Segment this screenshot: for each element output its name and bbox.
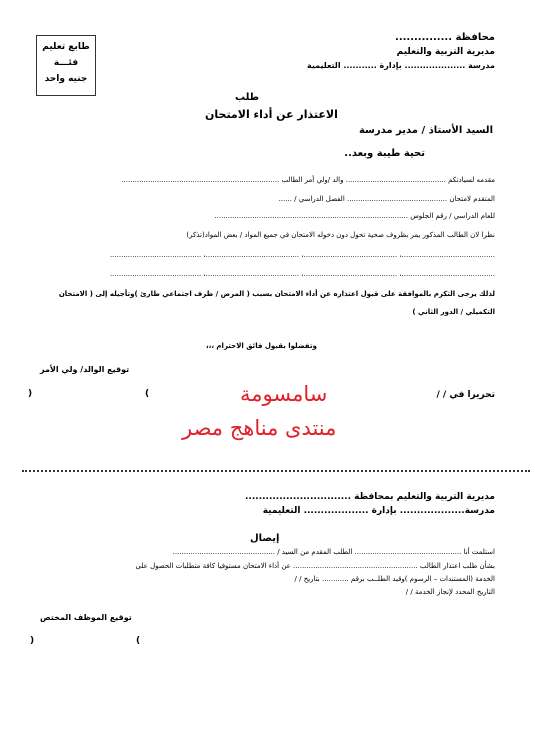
closing-line: وتفضلوا بقبول فائق الاحترام ،،، bbox=[206, 342, 317, 350]
date-line: تحريرا في / / bbox=[436, 390, 495, 400]
receipt-school-admin: مدرسة................... بإدارة ................... التعليمية bbox=[262, 506, 495, 516]
guardian-paren-open: ( bbox=[28, 389, 33, 399]
stamp-line-1: طابع تعليم bbox=[42, 42, 90, 52]
guardian-paren-close: ) bbox=[145, 389, 150, 399]
receipt-line-2: بشأن طلب اعتذار الطالب ........................................................ عن أداء الامتحان مستوفيا كافة متطلبات الحصول على bbox=[135, 562, 495, 570]
stamp-box bbox=[36, 35, 96, 96]
subjects-row-1: ..........................................، ..........................................، ..........................................، ......................................... bbox=[109, 251, 495, 259]
reason-line: نظرا لان الطالب المذكور يمر بظروف صحية تحول دون دخوله الامتحان في جميع المواد / بعض المواد(تذكر) bbox=[186, 231, 495, 239]
staff-paren-close: ) bbox=[136, 636, 141, 646]
watermark-line-2: منتدى مناهج مصر bbox=[182, 416, 337, 440]
stamp-line-3: جنيه واحد bbox=[44, 74, 88, 84]
addressee: السيد الأستاذ / مدير مدرسة bbox=[358, 125, 493, 136]
request-line-2: التكميلي / الدور الثاني ) bbox=[412, 308, 495, 316]
receipt-line-1: استلمت أنا ................................................ الطلب المقدم من السيد / .............................................. bbox=[172, 548, 495, 556]
staff-paren-open: ( bbox=[30, 636, 35, 646]
stamp-line-2: فئـــة bbox=[53, 58, 79, 68]
receipt-line-3: الخدمة (المستندات – الرسوم )وقيد الطلــب برقم ............ بتاريخ / / bbox=[294, 575, 495, 583]
exam-line: المتقدم لامتحان ............................................. الفصل الدراسي / ...... bbox=[278, 195, 495, 203]
header-governorate: محافظة ............... bbox=[395, 32, 495, 43]
title-line-1: طلب bbox=[235, 92, 260, 103]
subjects-row-2: ..........................................، ..........................................، ..........................................، ......................................... bbox=[109, 270, 495, 278]
guardian-signature-label: توقيع الوالد/ ولي الأمر bbox=[40, 365, 130, 374]
receipt-directorate: مديرية التربية والتعليم بمحافظة ............................... bbox=[245, 492, 495, 502]
applicant-line: مقدمه لسيادتكم ............................................. والد /ولي أمر الطالب ....................................................................... bbox=[121, 176, 495, 184]
receipt-title: إيصال bbox=[250, 533, 280, 544]
header-directorate: مديرية التربية والتعليم bbox=[396, 47, 495, 57]
header-school-admin: مدرسة .................... بإدارة ........... التعليمية bbox=[307, 61, 495, 70]
staff-signature-label: توقيع الموظف المختص bbox=[40, 613, 132, 622]
greeting: تحية طيبة وبعد.. bbox=[344, 148, 425, 159]
receipt-line-4: التاريخ المحدد لإنجاز الخدمة / / bbox=[405, 588, 495, 596]
cut-line-divider bbox=[22, 470, 530, 472]
request-line-1: لذلك يرجى التكرم بالموافقة على قبول اعتذاره عن أداء الامتحان بسبب ( المرض / ظرف اجتماعي طارئ )وتأجيله إلى ( الامتحان bbox=[58, 290, 495, 298]
year-line: للعام الدراسي / رقم الجلوس ....................................................................................... bbox=[214, 212, 495, 220]
watermark-line-1: سامسومة bbox=[240, 382, 328, 406]
title-line-2: الاعتذار عن أداء الامتحان bbox=[205, 108, 338, 121]
